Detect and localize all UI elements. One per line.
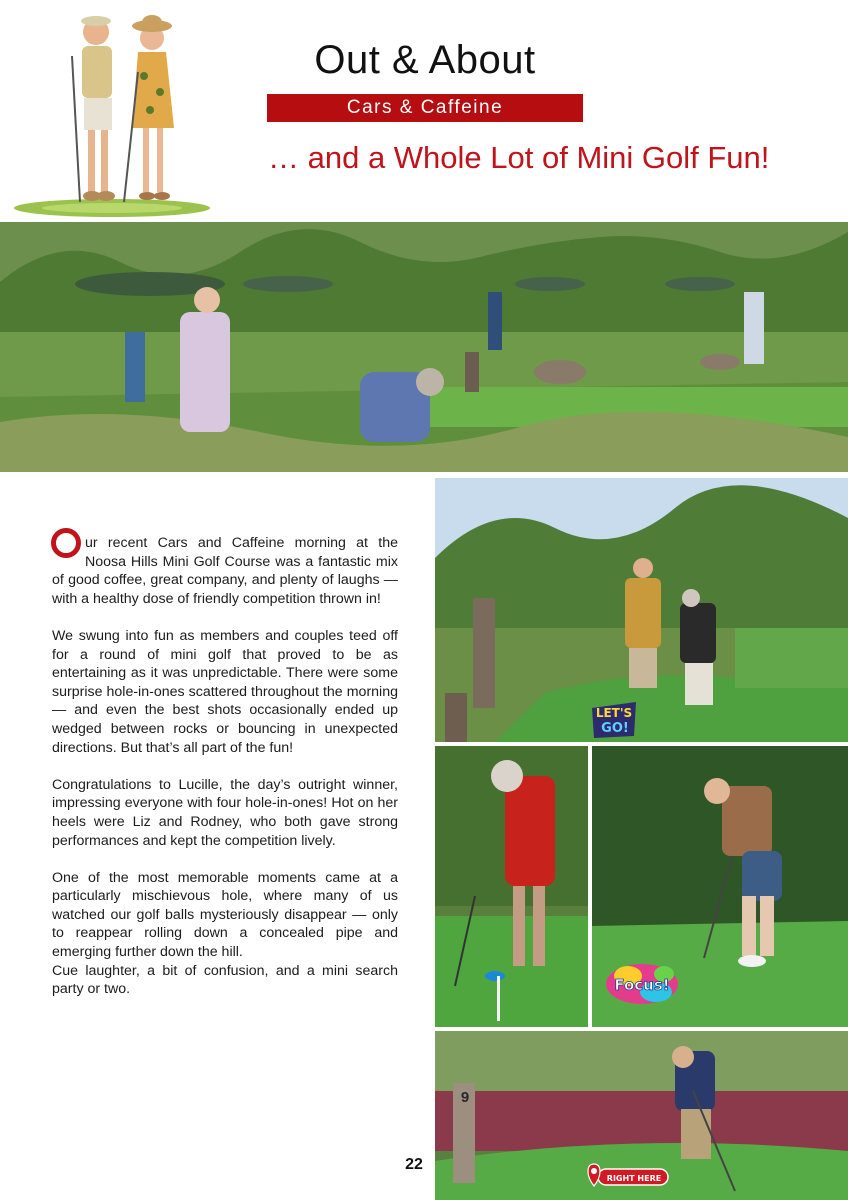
page-title: Out & About [314,38,536,82]
focus-text: Focus! [614,976,670,994]
article-paragraph: One of the most memorable moments came at a particularly mischievous hole, where many of us watched our golf balls mysteriously disappear — only to reappear rolling down a concealed pipe and emerging further down the hill. [52,869,398,961]
focus-sticker [604,962,680,1006]
hole-number-sign: 9 [460,1089,470,1106]
article-paragraph: Congratulations to Lucille, the day’s outright winner, impressing everyone with four hole-in-ones! Hot on her heels were Liz and Rodney, who both gave strong performances and kept the competition lively. [52,776,398,849]
page-number: 22 [405,1156,423,1173]
right-here-text: RIGHT HERE [606,1174,662,1183]
article-paragraph [52,534,398,608]
lets-go-text-bottom: GO! [601,721,629,736]
right-here-sticker [584,1162,670,1192]
article-tagline: … and a Whole Lot of Mini Golf Fun! [268,140,770,175]
hero-photo [0,222,848,472]
golfer-couple-illustration [12,6,214,218]
dropcap-letter-o [51,528,81,558]
section-banner: Cars & Caffeine [267,94,583,122]
article-paragraph: Cue laughter, a bit of confusion, and a mini search party or two. [52,962,398,998]
article-body [52,534,398,1017]
paragraph-1-text: ur recent Cars and Caffeine morning at the Noosa Hills Mini Golf Course was a fantastic mix of good coffee, great company, and plenty of laughs — with a healthy dose of friendly competition thrown in! [52,535,398,607]
lets-go-text-top: LET'S [595,706,633,720]
photo-woman-putting [435,746,588,1027]
map-pin-icon [588,1164,600,1186]
article-paragraph: We swung into fun as members and couples teed off for a round of mini golf that proved to be as entertaining as it was unpredictable. There were some surprise hole-in-ones scattered throughout the morning — and even the best shots occasionally ended up wedged between rocks or bouncing in unexpected directions. But that’s all part of the fun! [52,627,398,756]
golfer-couple-icon [12,6,214,218]
lets-go-sticker [588,698,640,740]
photo-couple-putting [435,478,848,742]
